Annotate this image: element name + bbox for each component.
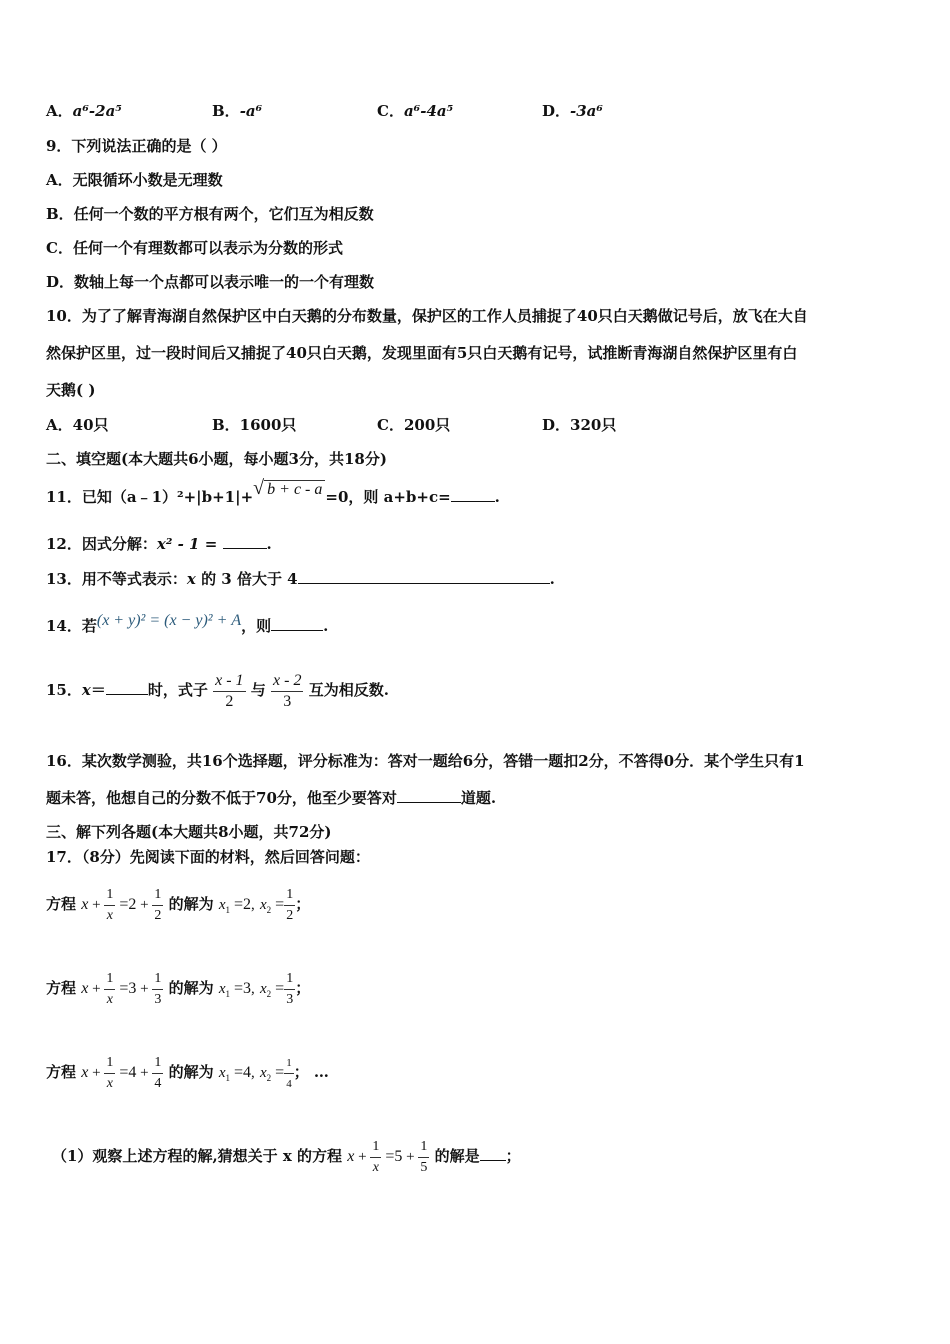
q17-row3-x2-num: 1 bbox=[284, 1053, 294, 1074]
q17-row3-k: 4 bbox=[128, 1064, 137, 1081]
q13 bbox=[46, 569, 555, 589]
q10-line-2: 然保护区里，过一段时间后又捕捉了40只白天鹅，发现里面有5只白天鹅有记号，试推断青海湖自然保护区里有白 bbox=[46, 344, 798, 362]
q9-stem: 9．下列说法正确的是（ ） bbox=[46, 137, 227, 155]
q17-row2-k: 3 bbox=[128, 980, 137, 997]
q10-option-b: B．1600只 bbox=[212, 416, 297, 434]
q11-radical: √ b + c - a bbox=[253, 481, 325, 498]
q17-row3-x1: 4 bbox=[243, 1064, 252, 1081]
q16-suffix: 道题. bbox=[460, 789, 497, 807]
q15-prefix: 15． bbox=[46, 681, 82, 699]
q14-suffix: ，则 bbox=[241, 617, 272, 635]
q17-row2-k-den: 3 bbox=[154, 991, 162, 1007]
q15-fraction-2 bbox=[271, 671, 303, 712]
q15-equals: ＝ bbox=[90, 681, 106, 699]
q10-option-a: A．40只 bbox=[46, 416, 109, 434]
q15-fraction-2-num: x - 2 bbox=[271, 671, 303, 692]
q8-option-b: B．-a⁶ bbox=[212, 102, 263, 120]
q17-row2-x1: 3 bbox=[243, 980, 252, 997]
q9-option-c: C．任何一个有理数都可以表示为分数的形式 bbox=[46, 239, 343, 257]
q17-row2-sol-label: 的解为 bbox=[168, 979, 214, 997]
q17-part1-answer-blank[interactable] bbox=[480, 1146, 506, 1161]
q11 bbox=[46, 477, 500, 508]
q17-part1-suffix: 的解是 bbox=[434, 1147, 480, 1165]
q15-text: 时，式子 bbox=[147, 681, 208, 699]
q17-part-1: （1）观察上述方程的解,猜想关于 x 的方程 x + $\frac{1}{x}$ =5 + $\frac{1}{5}$ 的解是 ； bbox=[52, 1132, 521, 1180]
q15-suffix: 互为相反数. bbox=[308, 681, 389, 699]
q11-radicand: b + c - a bbox=[264, 480, 325, 498]
q8-option-c: C．a⁶-4a⁵ bbox=[377, 102, 454, 120]
q9-option-b: B．任何一个数的平方根有两个，它们互为相反数 bbox=[46, 205, 374, 223]
q10-line-1: 10．为了了解青海湖自然保护区中白天鹅的分布数量，保护区的工作人员捕捉了40只白天鹅做记号后，放飞在大自 bbox=[46, 307, 808, 325]
q13-text: 的 3 倍大于 4 bbox=[201, 570, 298, 588]
q14-equation: (x + y)² = (x − y)² + A bbox=[96, 612, 242, 629]
section-3-heading: 三、解下列各题(本大题共8小题，共72分) bbox=[46, 823, 332, 841]
q17-row1-x1: 2 bbox=[243, 896, 252, 913]
q15-fraction-1 bbox=[213, 671, 245, 712]
q11-period: . bbox=[494, 488, 500, 506]
q17-row3-sol-label: 的解为 bbox=[168, 1063, 214, 1081]
q12-expression: x² - 1 = bbox=[156, 535, 218, 553]
q17-row1-end: ； bbox=[295, 895, 311, 913]
q13-variable: x bbox=[186, 570, 196, 588]
q15-fraction-2-den: 3 bbox=[283, 692, 292, 710]
q17-row1-k-den: 2 bbox=[154, 907, 162, 923]
q16-line-1: 16．某次数学测验，共16个选择题，评分标准为：答对一题给6分，答错一题扣2分，不答得0分．某个学生只有1 bbox=[46, 752, 805, 770]
q17-equation-row-2: 方程 x + $\frac{1}{x}$ =3 + $\frac{1}{3}$ 的解为 $x_1 =3$, $x_2$ = $\frac{1}{3}$ ； bbox=[46, 964, 310, 1012]
q15-answer-blank[interactable] bbox=[106, 680, 148, 695]
q13-prefix: 13．用不等式表示： bbox=[46, 570, 187, 588]
q17-row3-end: ； … bbox=[293, 1063, 329, 1081]
q10-option-c: C．200只 bbox=[377, 416, 451, 434]
q15 bbox=[46, 668, 389, 712]
q17-row2-x2-num: 1 bbox=[284, 969, 295, 990]
q16-answer-blank[interactable] bbox=[397, 788, 461, 803]
q14 bbox=[46, 612, 329, 637]
q15-fraction-1-num: x - 1 bbox=[213, 671, 245, 692]
q17-row3-x2-den: 4 bbox=[286, 1077, 292, 1090]
q15-and: 与 bbox=[250, 681, 266, 699]
q17-part1-prefix: （1）观察上述方程的解,猜想关于 x 的方程 bbox=[52, 1147, 343, 1165]
q11-answer-blank[interactable] bbox=[451, 487, 495, 502]
q17-part1-k: 5 bbox=[394, 1148, 403, 1165]
q17-stem: 17．（8分）先阅读下面的材料，然后回答问题： bbox=[46, 848, 370, 866]
q12-period: . bbox=[266, 535, 272, 553]
q8-option-d: D．-3a⁶ bbox=[542, 102, 603, 120]
q17-equation-row-3: 方程 x + $\frac{1}{x}$ =4 + $\frac{1}{4}$ 的解为 $x_1 =4$, $x_2$ = $\frac{1}{4}$ ； … bbox=[46, 1048, 329, 1096]
q9-option-d: D．数轴上每一个点都可以表示唯一的一个有理数 bbox=[46, 273, 375, 291]
section-2-heading: 二、填空题(本大题共6小题，每小题3分，共18分) bbox=[46, 450, 387, 468]
q15-fraction-1-den: 2 bbox=[225, 692, 234, 710]
q17-row1-x2-den: 2 bbox=[286, 907, 294, 923]
q13-period: . bbox=[549, 570, 555, 588]
q12-prefix: 12．因式分解： bbox=[46, 535, 157, 553]
q17-row2-x2-den: 3 bbox=[286, 991, 294, 1007]
q14-answer-blank[interactable] bbox=[271, 616, 323, 631]
q17-row1-x2-num: 1 bbox=[284, 885, 295, 906]
q17-word-fangcheng: 方程 bbox=[46, 1063, 77, 1081]
q12 bbox=[46, 534, 272, 554]
q15-variable: x bbox=[81, 681, 91, 699]
q17-part1-k-den: 5 bbox=[420, 1159, 428, 1175]
q12-answer-blank[interactable] bbox=[223, 534, 267, 549]
q17-row2-end: ； bbox=[295, 979, 311, 997]
q16-line-2 bbox=[46, 788, 496, 808]
q11-prefix: 11．已知（a﹣1）²+|b+1|+ bbox=[46, 488, 254, 506]
q17-part1-end: ； bbox=[505, 1147, 521, 1165]
q17-row3-k-den: 4 bbox=[154, 1075, 162, 1091]
q17-row1-k: 2 bbox=[128, 896, 137, 913]
q16-text: 题未答，他想自己的分数不低于70分，他至少要答对 bbox=[46, 789, 397, 807]
q17-equation-row-1: 方程 x + $\frac{1}{x}$ =2 + $\frac{1}{2}$ 的解为 $x_1 =2$, $x_2$ = $\frac{1}{2}$ ； bbox=[46, 880, 310, 928]
q10-line-3: 天鹅( ) bbox=[46, 381, 96, 399]
q13-answer-blank[interactable] bbox=[298, 569, 550, 584]
q17-row1-sol-label: 的解为 bbox=[168, 895, 214, 913]
q14-prefix: 14．若 bbox=[46, 617, 97, 635]
q8-option-a: A．a⁶-2a⁵ bbox=[46, 102, 122, 120]
q17-word-fangcheng: 方程 bbox=[46, 979, 77, 997]
q14-period: . bbox=[323, 617, 329, 635]
q17-word-fangcheng: 方程 bbox=[46, 895, 77, 913]
q10-option-d: D．320只 bbox=[542, 416, 617, 434]
q11-suffix: =0，则 a+b+c= bbox=[325, 488, 451, 506]
q9-option-a: A．无限循环小数是无理数 bbox=[46, 171, 223, 189]
